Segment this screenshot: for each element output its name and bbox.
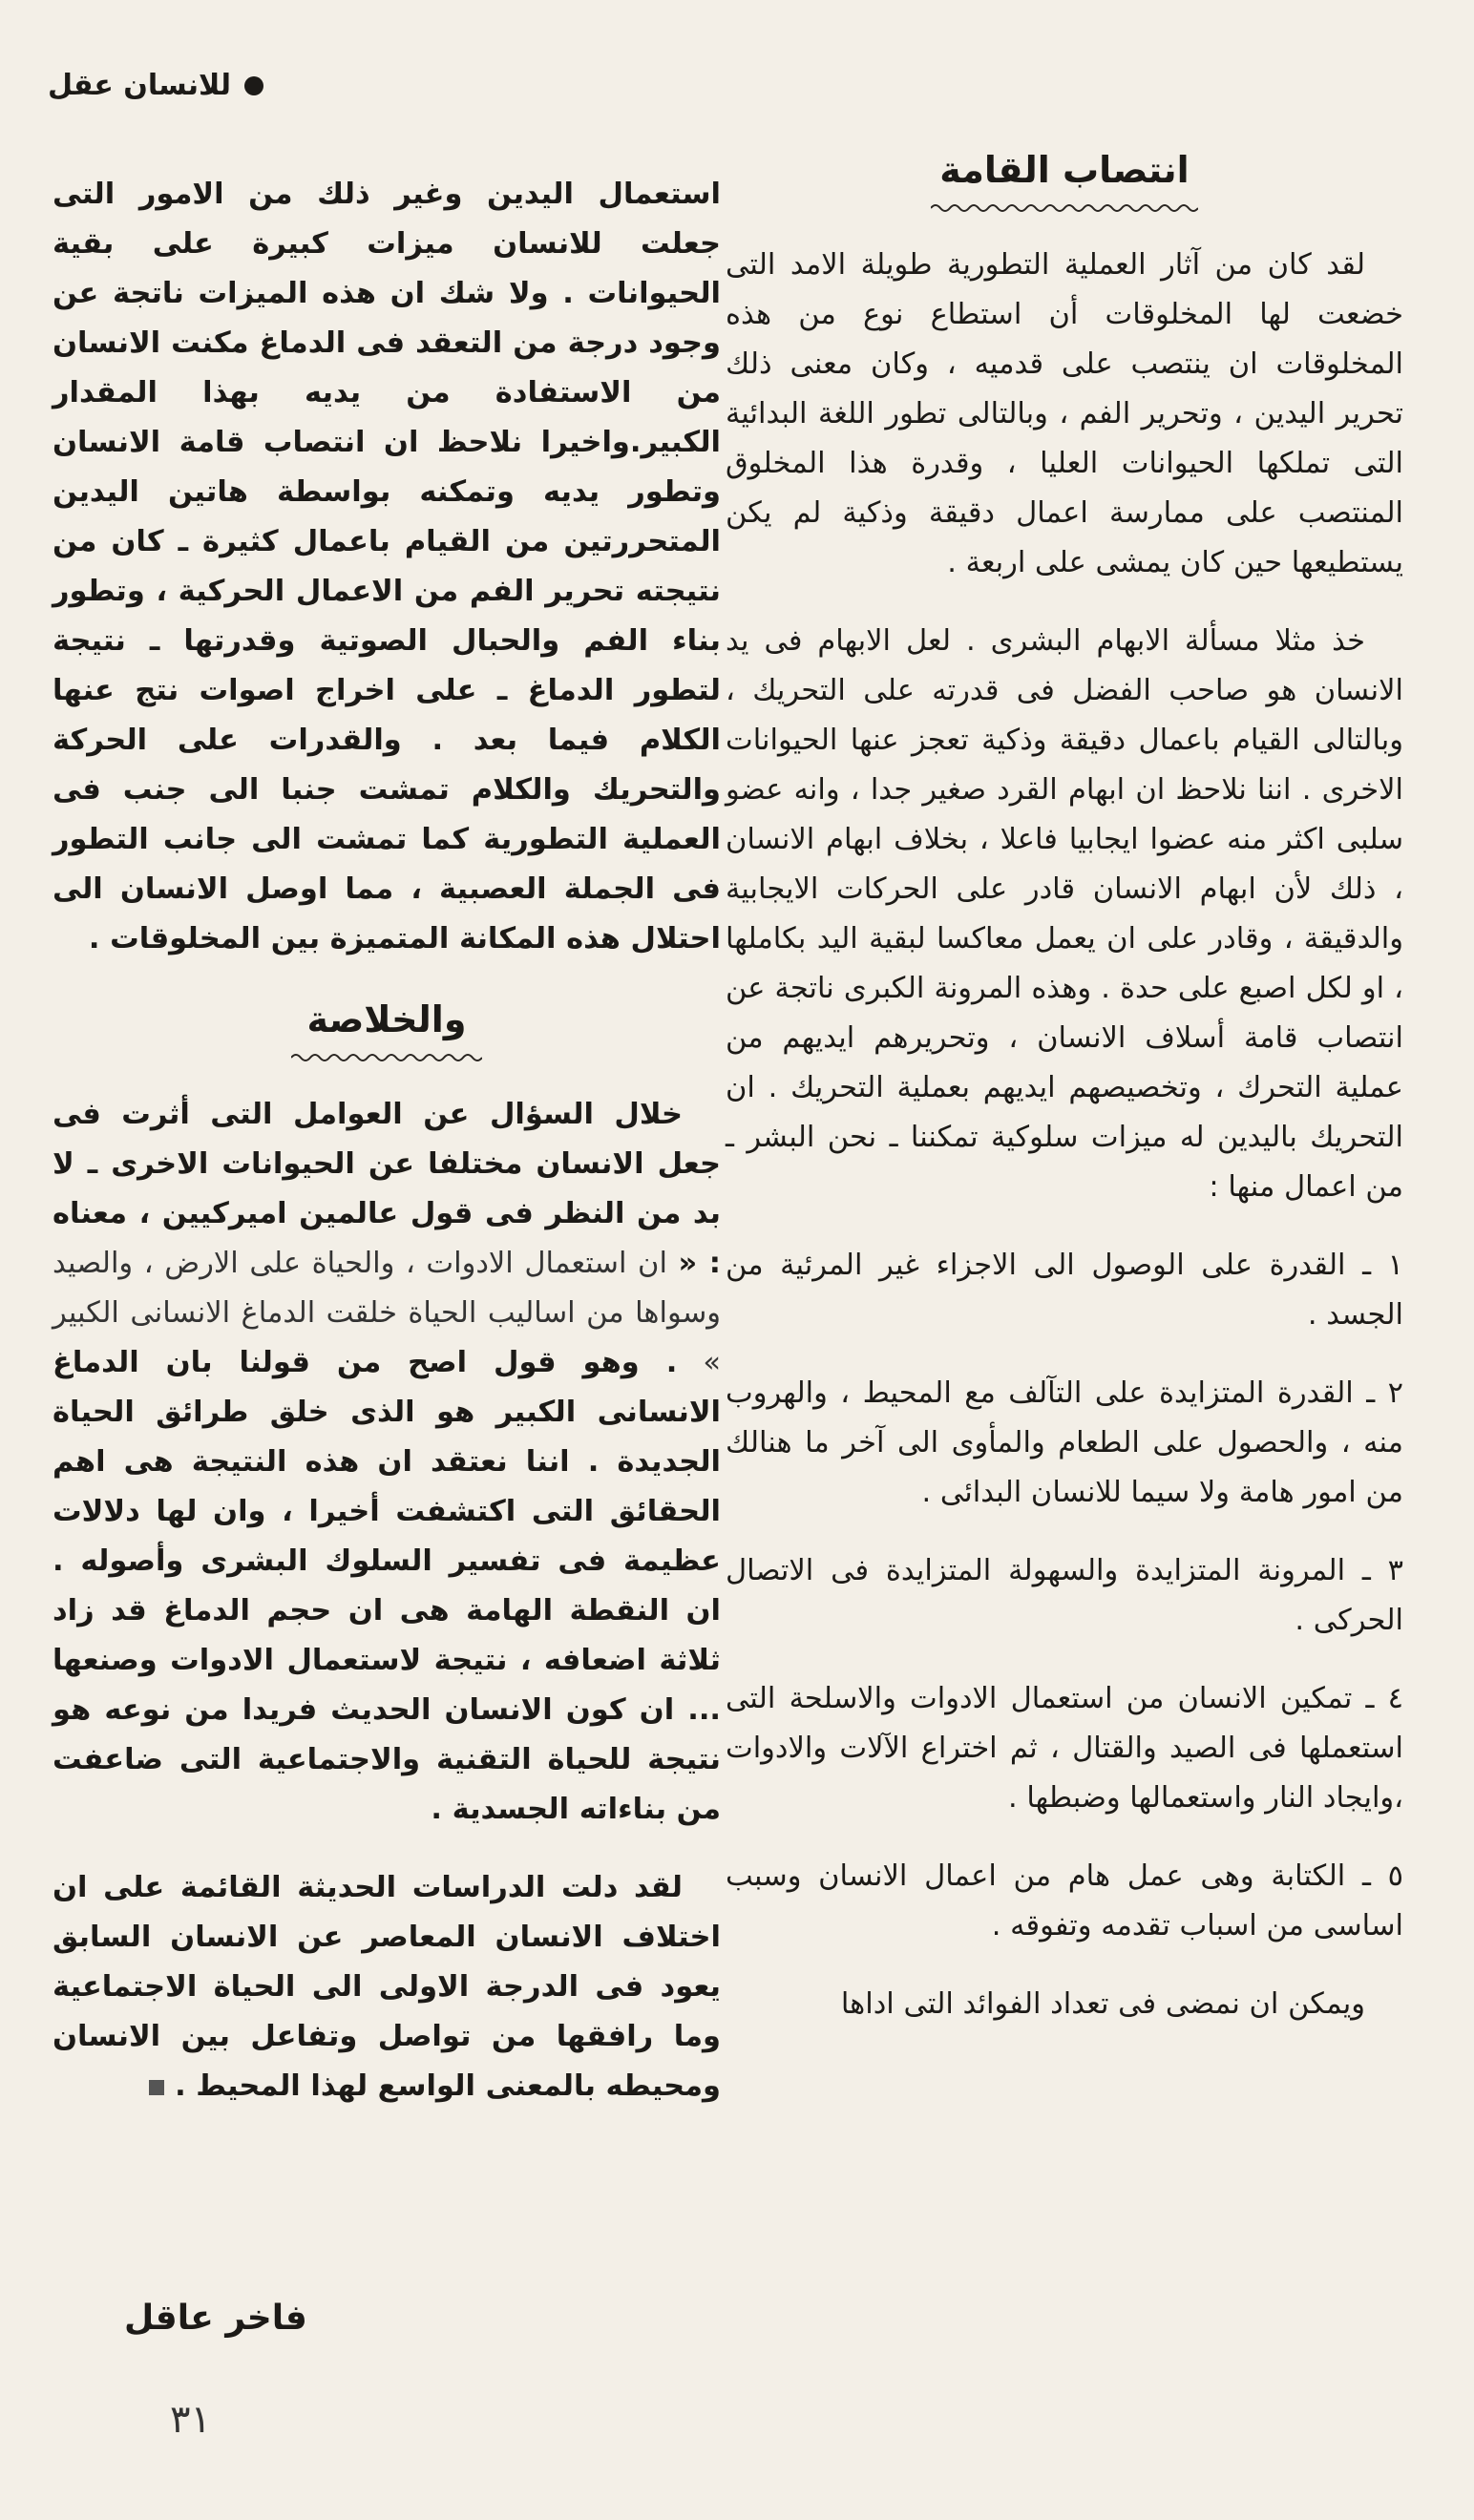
list-item: ٥ ـ الكتابة وهى عمل هام من اعمال الانسان وسبب اساسى من اسباب تقدمه وتفوقه . [726, 1859, 1403, 1942]
section-heading-summary: والخلاصة [306, 998, 467, 1040]
list-item: ١ ـ القدرة على الوصول الى الاجزاء غير المرئية من الجسد . [726, 1249, 1403, 1332]
running-head [48, 69, 263, 102]
end-mark-icon [149, 2080, 164, 2095]
paragraph: لقد كان من آثار العملية التطورية طويلة الامد التى خضعت لها المخلوقات أن استطاع نوع من هذه المخلوقات ان ينتصب على قدميه ، وكان معنى ذلك تحرير اليدين ، وتحرير الفم ، وبالتالى تطور اللغة البدائية التى تملكها الحيوانات العليا ، وقدرة هذا المخلوق المنتصب على ممارسة اعمال دقيقة وذكية لم يكن يستطيعها حين كان يمشى على اربعة . [726, 248, 1403, 579]
list-item: ٤ ـ تمكين الانسان من استعمال الادوات والاسلحة التى استعملها فى الصيد والقتال ، ثم اختراع الآلات والادوات ،وايجاد النار واستعمالها وضبطها . [726, 1682, 1403, 1815]
quote-text: ان استعمال الادوات ، والحياة على الارض ، والصيد وسواها من اساليب الحياة خلقت الدماغ الانسانى الكبير » [53, 1247, 721, 1379]
right-column [726, 143, 1403, 2058]
list-item: ٣ ـ المرونة المتزايدة والسهولة المتزايدة فى الاتصال الحركى . [726, 1554, 1403, 1637]
paragraph [53, 1090, 721, 1835]
bullet-icon [244, 76, 263, 95]
paragraph: ويمكن ان نمضى فى تعداد الفوائد التى اداها [840, 1987, 1365, 2021]
paragraph: خذ مثلا مسألة الابهام البشرى . لعل الابهام فى يد الانسان هو صاحب الفضل فى قدرته على التحريك ، وبالتالى القيام باعمال دقيقة وذكية تعجز عنها الحيوانات الاخرى . اننا نلاحظ ان ابهام القرد صغير جدا ، وانه عضو سلبى اكثر منه عضوا ايجابيا فاعلا ، بخلاف ابهام الانسان ، ذلك لأن ابهام الانسان قادر على الحركات الايجابية والدقيقة ، وقادر على ان يعمل معاكسا لبقية اليد بكاملها ، او لكل اصبع على حدة . وهذه المرونة الكبرى ناتجة عن انتصاب قامة أسلاف الانسان ، وتحريرهم ايديهم من عملية التحرك ، وتخصيصهم ايديهم بعملية التحريك . ان التحريك باليدين له ميزات سلوكية تمكننا ـ نحن البشر ـ من اعمال منها : [726, 624, 1403, 1204]
author-name: فاخر عاقل [124, 2299, 307, 2338]
page-number: ٣١ [170, 2398, 211, 2442]
left-column [53, 170, 721, 2140]
wavy-underline [931, 200, 1198, 216]
section-heading-posture: انتصاب القامة [939, 149, 1190, 191]
running-head-text: للانسان عقل [48, 69, 232, 102]
wavy-underline [291, 1050, 482, 1065]
paragraph [53, 1863, 721, 2111]
summary-text: خلال السؤال عن العوامل التى أثرت فى جعل الانسان مختلفا عن الحيوانات الاخرى ـ لا بد من النظر فى قول عالمين اميركيين ، معناه : « [53, 1098, 721, 1280]
paragraph: استعمال اليدين وغير ذلك من الامور التى جعلت للانسان ميزات كبيرة على بقية الحيوانات . ولا شك ان هذه الميزات ناتجة عن وجود درجة من التعقد فى الدماغ مكنت الانسان من الاستفادة من يديه بهذا المقدار الكبير.واخيرا نلاحظ ان انتصاب قامة الانسان وتطور يديه وتمكنه بواسطة هاتين اليدين المتحررتين من القيام باعمال كثيرة ـ كان من نتيجته تحرير الفم من الاعمال الحركية ، وتطور بناء الفم والحبال الصوتية وقدرتها ـ نتيجة لتطور الدماغ ـ على اخراج اصوات نتج عنها الكلام فيما بعد . والقدرات على الحركة والتحريك والكلام تمشت جنبا الى جنب فى العملية التطورية كما تمشت الى جانب التطور فى الجملة العصبية ، مما اوصل الانسان الى احتلال هذه المكانة المتميزة بين المخلوقات . [53, 178, 721, 956]
summary-text: . وهو قول اصح من قولنا بان الدماغ الانسانى الكبير هو الذى خلق طرائق الحياة الجديدة . اننا نعتقد ان هذه النتيجة هى اهم الحقائق التى اكتشفت أخيرا ، وان لها دلالات عظيمة فى تفسير السلوك البشرى وأصوله . ان النقطة الهامة هى ان حجم الدماغ قد زاد ثلاثة اضعافه ، نتيجة لاستعمال الادوات وصنعها ... ان كون الانسان الحديث فريدا من نوعه هو نتيجة للحياة التقنية والاجتماعية التى ضاعفت من بناءاته الجسدية . [53, 1346, 721, 1826]
list-item: ٢ ـ القدرة المتزايدة على التآلف مع المحيط ، والهروب منه ، والحصول على الطعام والمأوى الى آخر ما هنالك من امور هامة ولا سيما للانسان البدائى . [726, 1376, 1403, 1509]
summary-text: لقد دلت الدراسات الحديثة القائمة على ان اختلاف الانسان المعاصر عن الانسان السابق يعود فى الدرجة الاولى الى الحياة الاجتماعية وما رافقها من تواصل وتفاعل بين الانسان ومحيطه بالمعنى الواسع لهذا المحيط . [53, 1871, 721, 2103]
